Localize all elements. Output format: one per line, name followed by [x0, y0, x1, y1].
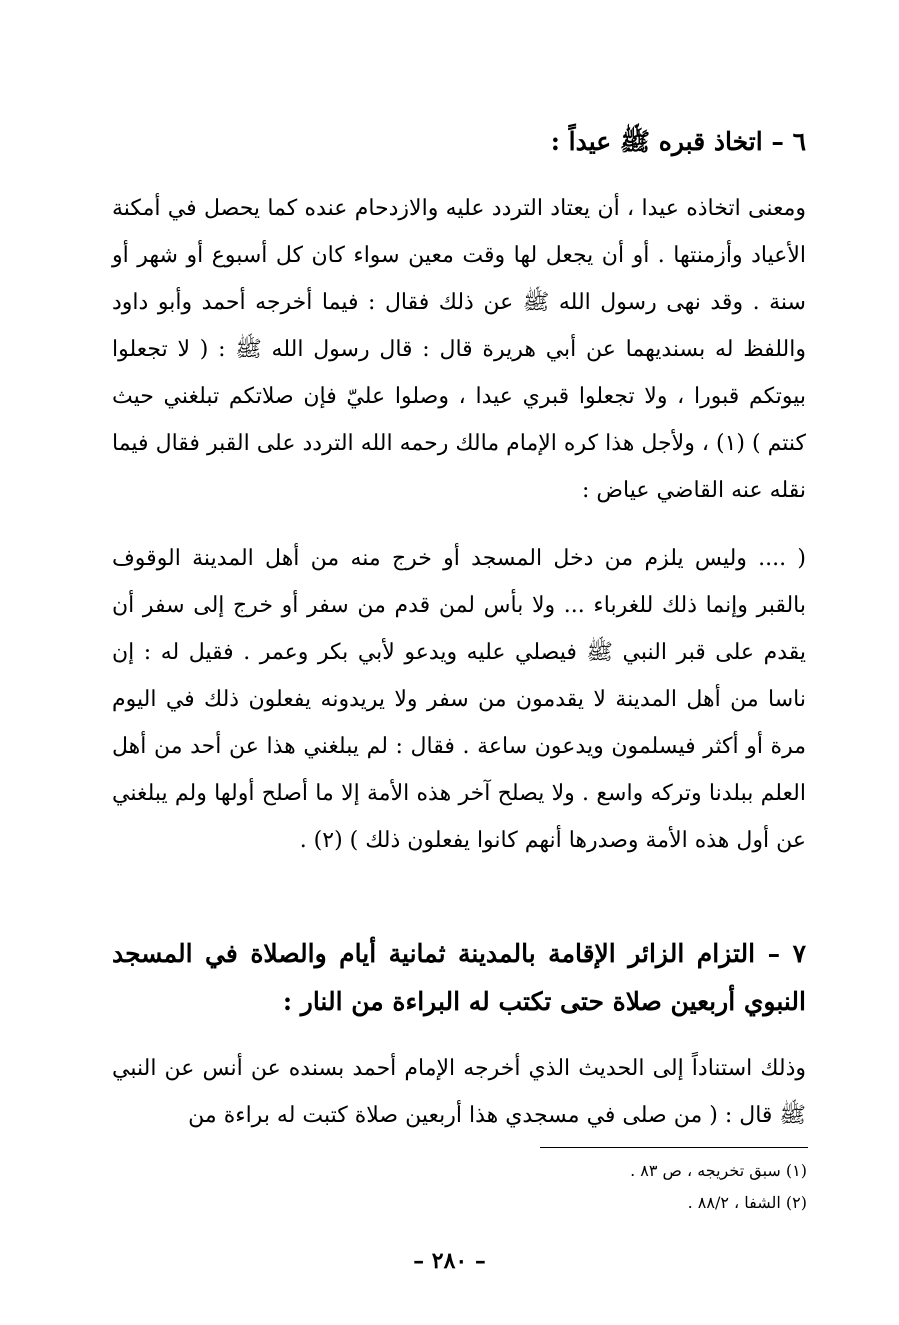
page-number: – ٢٨٠ – [413, 1248, 486, 1274]
footnote-separator [540, 1147, 808, 1148]
footnote-1: (١) سبق تخريجه ، ص ٨٣ . [630, 1161, 807, 1180]
section-heading-7: ٧ – التزام الزائر الإقامة بالمدينة ثمانية أيام والصلاة في المسجد النبوي أربعين صلاة حتى تكتب له البراءة من النار : [112, 939, 806, 1016]
paragraph-meaning-of-eid: ومعنى اتخاذه عيدا ، أن يعتاد التردد عليه والازدحام عنده كما يحصل في أمكنة الأعياد وأزمنتها . أو أن يجعل لها وقت معين سواء كان كل أسبوع أو شهر أو سنة . وقد نهى رسول الله ﷺ عن ذلك فقال : فيما أخرجه أحمد وأبو داود واللفظ له بسنديهما عن أبي هريرة قال : قال رسول الله ﷺ : ( لا تجعلوا بيوتكم قبورا ، ولا تجعلوا قبري عيدا ، وصلوا عليّ فإن صلاتكم تبلغني حيث كنتم ) (١) ، ولأجل هذا كره الإمام مالك رحمه الله التردد على القبر فقال فيما نقله عنه القاضي عياض : [112, 196, 807, 503]
section-heading-6: ٦ – اتخاذ قبره ﷺ عيداً : [550, 127, 806, 156]
paragraph-anas-hadith: وذلك استناداً إلى الحديث الذي أخرجه الإمام أحمد بسنده عن أنس عن النبي ﷺ قال : ( من صلى في مسجدي هذا أربعين صلاة كتبت له براءة من [112, 1056, 806, 1128]
quotation-imam-malik: ( .... وليس يلزم من دخل المسجد أو خرج منه من أهل المدينة الوقوف بالقبر وإنما ذلك للغرباء ... ولا بأس لمن قدم من سفر أو خرج إلى سفر أن يقدم على قبر النبي ﷺ فيصلي عليه ويدعو لأبي بكر وعمر . فقيل له : إن ناسا من أهل المدينة لا يقدمون من سفر ولا يريدونه يفعلون ذلك في اليوم مرة أو أكثر فيسلمون ويدعون ساعة . فقال : لم يبلغني هذا عن أحد من أهل العلم ببلدنا وتركه واسع . ولا يصلح آخر هذه الأمة إلا ما أصلح أولها ولم يبلغني عن أول هذه الأمة وصدرها أنهم كانوا يفعلون ذلك ) (٢) . [112, 546, 806, 853]
footnote-2: (٢) الشفا ، ٨٨/٢ . [687, 1193, 807, 1212]
